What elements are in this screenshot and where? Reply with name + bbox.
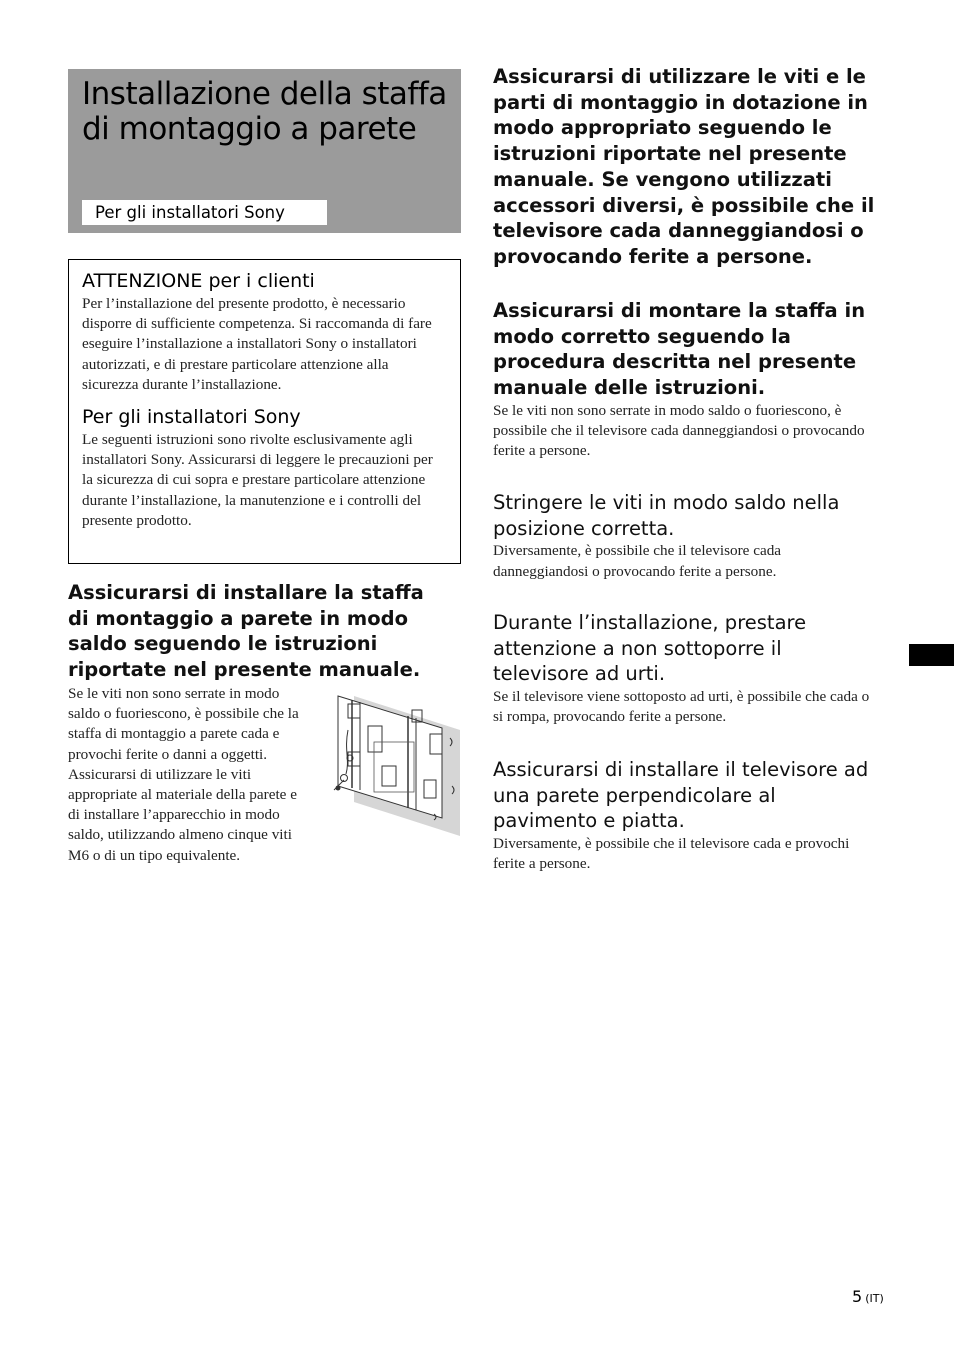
right-section-5-body: Diversamente, è possibile che il televisore cada e provochi ferite a persone. [493,835,850,873]
right-section-2 [493,298,878,461]
installers-heading: Per gli installatori Sony [82,406,301,429]
page-language: (IT) [865,1292,884,1305]
right-section-4 [493,610,878,728]
wall-bracket-illustration [330,690,462,838]
right-section-3 [493,490,878,582]
page-title: Installazione della staffa di montaggio a parete [82,76,447,147]
left-section [68,580,448,683]
right-section-3-body: Diversamente, è possibile che il televisore cada danneggiandosi o provocando ferite a persone. [493,542,782,580]
language-tab-marker [909,644,954,666]
right-section-5-heading: Assicurarsi di installare il televisore ad una parete perpendicolare al pavimento e piatta. [493,758,869,833]
right-section-1 [493,64,878,270]
right-section-2-body: Se le viti non sono serrate in modo saldo o fuoriescono, è possibile che il televisore cada danneggiandosi o provocando ferite a persone. [493,401,865,460]
title-block [68,69,461,233]
right-section-4-body: Se il televisore viene sottoposto ad urti, è possibile che cada o si rompa, provocando ferite a persone. [493,688,870,726]
left-section-heading: Assicurarsi di installare la staffa di montaggio a parete in modo saldo seguendo le istruzioni riportate nel presente manuale. [68,581,424,682]
right-section-3-heading: Stringere le viti in modo saldo nella posizione corretta. [493,491,840,540]
caution-text: Per l’installazione del presente prodotto, è necessario disporre di sufficiente competenza. Si raccomanda di fare eseguire l’installazione a installatori Sony o installatori autorizzati, e di prestare particolare attenzione alla sicurezza durante l’installazione. [82,295,432,393]
right-section-4-heading: Durante l’installazione, prestare attenzione a non sottoporre il televisore ad urti. [493,611,807,686]
caution-heading: ATTENZIONE per i clienti [82,270,315,292]
right-section-2-heading: Assicurarsi di montare la staffa in modo corretto seguendo la procedura descritta nel presente manuale delle istruzioni. [493,299,866,400]
right-section-5 [493,757,878,875]
audience-tag: Per gli installatori Sony [82,200,327,225]
caution-box [68,259,461,564]
left-section-body-wrap [68,684,308,866]
page-number-value: 5 [852,1287,863,1306]
right-section-1-heading: Assicurarsi di utilizzare le viti e le parti di montaggio in dotazione in modo appropriato seguendo le istruzioni riportate nel presente manuale. Se vengono utilizzati accessori diversi, è possibile che il televisore cada danneggiandosi o provocando ferite a persone. [493,65,875,268]
installers-text: Le seguenti istruzioni sono rivolte esclusivamente agli installatori Sony. Assicurarsi di leggere le precauzioni per la sicurezza di cui sopra e prestare particolare attenzione durante l’installazione, la manutenzione e i controlli del presente prodotto. [82,431,433,529]
page-number [852,1287,884,1306]
left-section-body: Se le viti non sono serrate in modo saldo o fuoriescono, è possibile che la staffa di montaggio a parete cada e provochi ferite o danni a oggetti. Assicurarsi di utilizzare le viti appropriate al materiale della parete e di installare l’apparecchio in modo saldo, utilizzando almeno cinque viti M6 o di un tipo equivalente. [68,685,299,864]
